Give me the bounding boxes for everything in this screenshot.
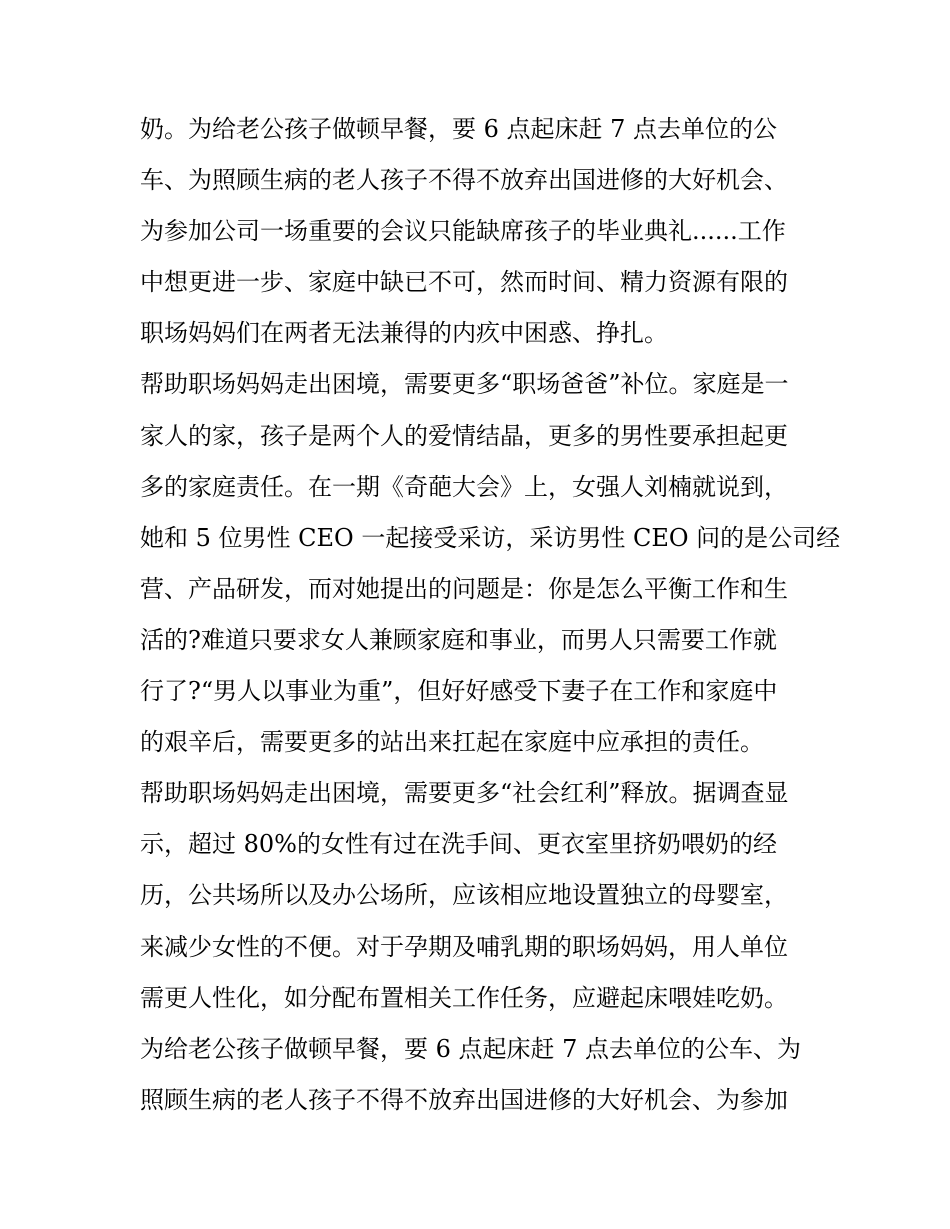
text-line: 中想更进一步、家庭中缺已不可，然而时间、精力资源有限的 bbox=[140, 268, 788, 297]
text-line: 帮助职场妈妈走出困境，需要更多“社会红利”释放。据调查显 bbox=[140, 779, 789, 808]
text-line: 帮助职场妈妈走出困境，需要更多“职场爸爸”补位。家庭是一 bbox=[140, 370, 789, 399]
text-line: 活的?难道只要求女人兼顾家庭和事业，而男人只需要工作就 bbox=[140, 625, 777, 654]
text-line: 家人的家，孩子是两个人的爱情结晶，更多的男性要承担起更 bbox=[140, 421, 788, 450]
text-line: 为参加公司一场重要的会议只能缺席孩子的毕业典礼......工作 bbox=[140, 217, 786, 246]
text-line: 行了?“男人以事业为重”，但好好感受下妻子在工作和家庭中 bbox=[140, 677, 778, 706]
text-line: 为给老公孩子做顿早餐，要 6 点起床赶 7 点去单位的公车、为 bbox=[140, 1034, 802, 1063]
text-line: 历，公共场所以及办公场所，应该相应地设置独立的母婴室， bbox=[140, 881, 788, 910]
text-line: 职场妈妈们在两者无法兼得的内疚中困惑、挣扎。 bbox=[140, 319, 668, 348]
document-body bbox=[140, 104, 841, 1126]
text-line: 需更人性化，如分配布置相关工作任务，应避起床喂娃吃奶。 bbox=[140, 983, 788, 1012]
text-line: 照顾生病的老人孩子不得不放弃出国进修的大好机会、为参加 bbox=[140, 1085, 788, 1114]
text-line: 营、产品研发，而对她提出的问题是：你是怎么平衡工作和生 bbox=[140, 574, 788, 603]
text-line: 的艰辛后，需要更多的站出来扛起在家庭中应承担的责任。 bbox=[140, 728, 764, 757]
text-line: 来减少女性的不便。对于孕期及哺乳期的职场妈妈，用人单位 bbox=[140, 932, 788, 961]
text-line: 示，超过 80%的女性有过在洗手间、更衣室里挤奶喂奶的经 bbox=[140, 830, 777, 859]
text-line: 她和 5 位男性 CEO 一起接受采访，采访男性 CEO 问的是公司经 bbox=[140, 523, 841, 552]
text-line: 奶。为给老公孩子做顿早餐，要 6 点起床赶 7 点去单位的公 bbox=[140, 115, 778, 143]
text-line: 多的家庭责任。在一期《奇葩大会》上，女强人刘楠就说到， bbox=[140, 472, 788, 501]
text-line: 车、为照顾生病的老人孩子不得不放弃出国进修的大好机会、 bbox=[140, 166, 788, 195]
